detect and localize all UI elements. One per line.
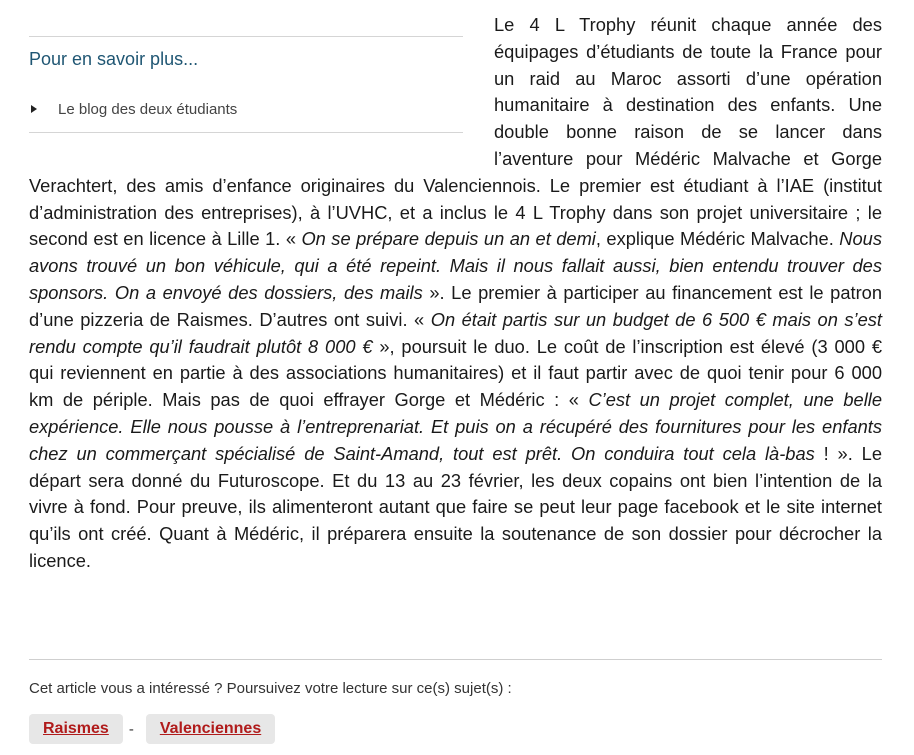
blog-link-label[interactable]: Le blog des deux étudiants xyxy=(58,100,238,118)
article-text: Le 4 L Trophy réunit chaque année des équipages d’étudiants de toute la France pour un raid au Maroc assorti d’une opération humanitaire à destination des enfants. Une double bonne raison de se lancer dans l’aventure pour Médéric Malvache et Gorge Verachtert, des amis d’enfance originaires du Valenciennois. Le premier est étudiant à l’IAE (institut d’administration des entreprises), à l’UVHC, et a inclus le 4 L Trophy dans son projet universitaire ; le second est en licence à Lille 1. « xyxy=(29,14,882,250)
related-links-title: Pour en savoir plus... xyxy=(29,49,199,69)
tag-raismes[interactable]: Raismes xyxy=(29,714,123,744)
tag-separator: - xyxy=(128,720,134,738)
article-quote: Nous avons trouvé un bon véhicule, qui a été repeint. Mais il nous fallait aussi, bien entendu trouver des sponsors. On a envoyé des dossiers, des mails xyxy=(29,228,882,303)
article-quote: On se prépare depuis un an et demi xyxy=(301,228,596,250)
article-text: ! ». Le départ sera donné du Futuroscope. Et du 13 au 23 février, les deux copains ont bien l’intention de la vivre à fond. Pour preuve, ils alimenteront autant que faire se peut leur page facebook et le site internet qu’ils ont créé. Quant à Médéric, il préparera ensuite la soutenance de son dossier pour décrocher la licence. xyxy=(29,442,882,571)
article-text: , explique Médéric Malvache. xyxy=(595,228,840,250)
article-text: ». Le premier à participer au financement est le patron d’une pizzeria de Raismes. D’autres ont suivi. « xyxy=(29,281,882,330)
divider xyxy=(29,659,882,660)
article-quote: On était partis sur un budget de 6 500 € mais on s’est rendu compte qu’il faudrait plutôt 8 000 € xyxy=(29,308,882,357)
related-topics-prompt: Cet article vous a intéressé ? Poursuivez votre lecture sur ce(s) sujet(s) : xyxy=(29,680,512,697)
article-text: », poursuit le duo. Le coût de l’inscription est élevé (3 000 € qui reviennent en partie à des associations humanitaires) et il faut partir avec de quoi tenir pour 6 000 km de périple. Mais pas de quoi effrayer Gorge et Médéric : « xyxy=(29,335,882,411)
tag-valenciennes[interactable]: Valenciennes xyxy=(146,714,275,744)
article-body xyxy=(29,12,882,575)
topic-tags xyxy=(29,714,275,744)
float-spacer xyxy=(29,12,494,172)
article-quote: C’est un projet complet, une belle expérience. Elle nous pousse à l’entreprenariat. Et puis on a récupéré des fournitures pour les enfants chez un commerçant spécialisé de Saint-Amand, tout est prêt. On conduira tout cela là-bas xyxy=(29,389,882,464)
